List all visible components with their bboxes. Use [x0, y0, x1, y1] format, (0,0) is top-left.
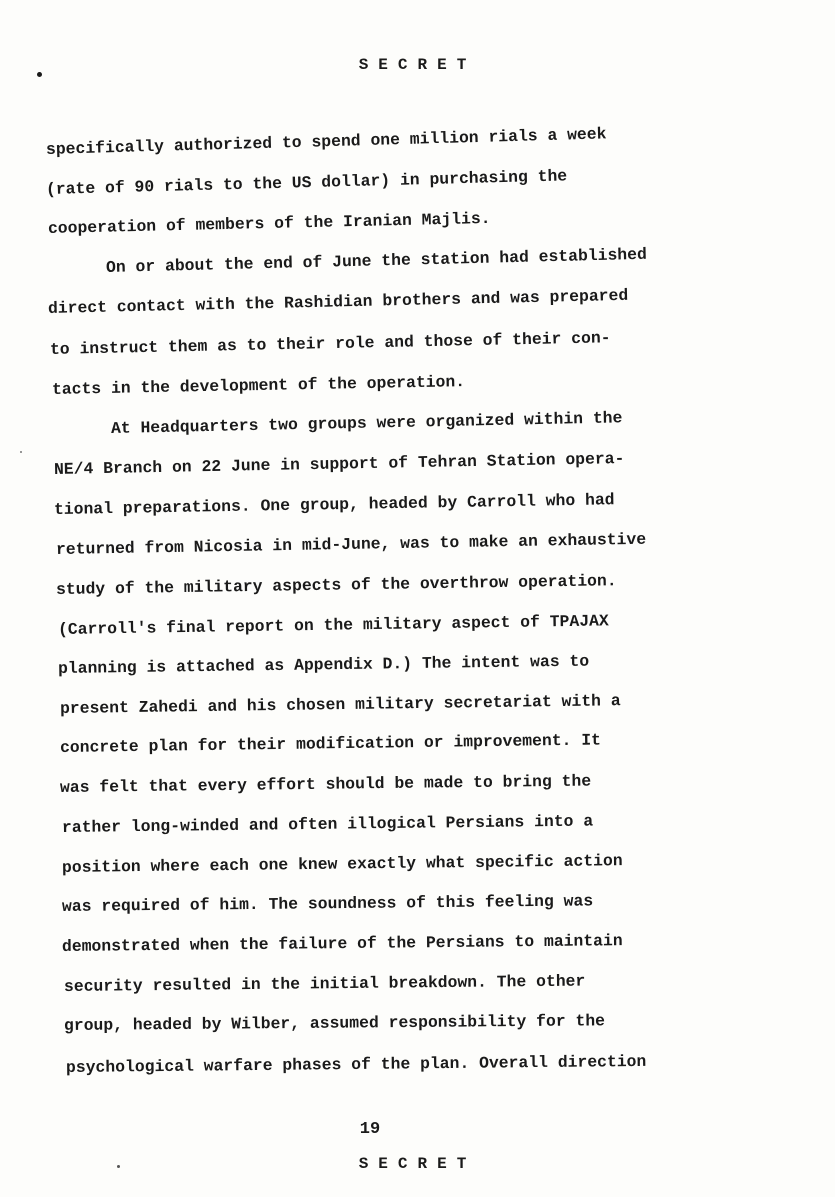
page-number: 19 — [359, 1120, 381, 1139]
text-line: tacts in the development of the operation. — [51, 372, 466, 399]
text-line: group, headed by Wilber, assumed responsibility for the — [63, 1011, 606, 1035]
text-line: to instruct them as to their role and those of their con- — [49, 328, 611, 359]
text-line: rather long-winded and often illogical Persians into a — [61, 811, 594, 837]
text-line: cooperation of members of the Iranian Majlis. — [47, 208, 491, 238]
text-line: (Carroll's final report on the military aspect of TPAJAX — [57, 611, 609, 639]
text-line: NE/4 Branch on 22 June in support of Tehran Station opera- — [53, 449, 625, 479]
margin-speck — [20, 451, 22, 453]
text-line: On or about the end of June the station had established — [105, 244, 648, 277]
text-line: was felt that every effort should be made to bring the — [59, 771, 592, 797]
header-classification: SECRET — [358, 56, 477, 74]
text-line: direct contact with the Rashidian brothers and was prepared — [47, 285, 629, 318]
text-line: (rate of 90 rials to the US dollar) in purchasing the — [45, 166, 568, 199]
text-line: security resulted in the initial breakdown. The other — [63, 971, 586, 996]
footer-classification: SECRET — [358, 1155, 477, 1173]
text-line: study of the military aspects of the overthrow operation. — [55, 571, 617, 599]
text-line: concrete plan for their modification or improvement. It — [59, 730, 602, 757]
text-line: At Headquarters two groups were organized within the — [110, 408, 623, 438]
text-line: demonstrated when the failure of the Persians to maintain — [61, 931, 623, 956]
text-line: returned from Nicosia in mid-June, was to make an exhaustive — [55, 529, 647, 559]
text-line: tional preparations. One group, headed by Carroll who had — [53, 490, 615, 519]
text-line: psychological warfare phases of the plan. Overall direction — [65, 1051, 647, 1077]
text-line: specifically authorized to spend one million rials a week — [45, 124, 607, 159]
text-line: was required of him. The soundness of this feeling was — [61, 891, 594, 916]
text-line: position where each one knew exactly what specific action — [61, 851, 623, 877]
text-line: planning is attached as Appendix D.) The intent was to — [57, 651, 590, 678]
text-line: present Zahedi and his chosen military secretariat with a — [59, 691, 621, 718]
